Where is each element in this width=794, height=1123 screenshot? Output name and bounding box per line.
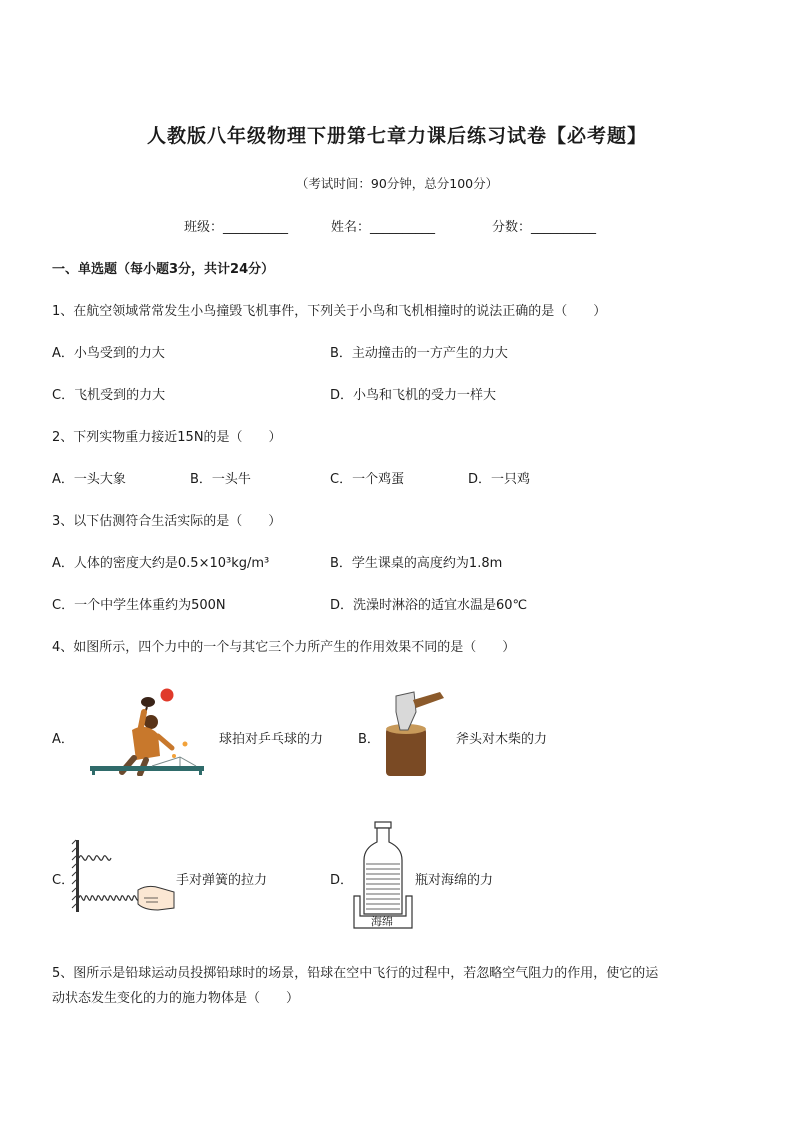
- question-3-option-a: A．人体的密度大约是0.5×10³kg/m³: [52, 556, 270, 571]
- question-4-stem: 4、如图所示，四个力中的一个与其它三个力所产生的作用效果不同的是（ ）: [52, 640, 516, 655]
- question-1-stem: 1、在航空领域常常发生小鸟撞毁飞机事件，下列关于小鸟和飞机相撞时的说法正确的是（ ）: [52, 304, 607, 319]
- name-field: 姓名：__________: [331, 220, 436, 235]
- ping-pong-table: [90, 766, 204, 771]
- question-4-option-d-letter: D．: [330, 873, 354, 888]
- question-2-option-c: C．一个鸡蛋: [330, 472, 405, 487]
- question-2-option-a: A．一头大象: [52, 472, 126, 487]
- question-5-stem-line-2: 动状态发生变化的力的施力物体是（ ）: [52, 991, 300, 1006]
- axe-head: [396, 692, 416, 730]
- spring-illustration: [70, 838, 176, 916]
- question-4-option-b-caption: 斧头对木柴的力: [456, 732, 548, 747]
- player-head: [144, 715, 158, 729]
- question-3-option-c: C．一个中学生体重约为500N: [52, 598, 226, 613]
- question-2-option-b: B．一头牛: [190, 472, 251, 487]
- question-4-option-c-caption: 手对弹簧的拉力: [176, 873, 268, 888]
- question-5-stem-line-1: 5、图所示是铅球运动员投掷铅球时的场景，铅球在空中飞行的过程中，若忽略空气阻力的作用，使它的运: [52, 966, 659, 981]
- question-3-option-b: B．学生课桌的高度约为1.8m: [330, 556, 503, 571]
- question-4-option-a-letter: A．: [52, 732, 74, 747]
- paddle: [141, 697, 155, 707]
- section-heading: 一、单选题（每小题3分，共计24分）: [52, 262, 275, 277]
- question-1-option-a: A．小鸟受到的力大: [52, 346, 165, 361]
- question-3-option-d: D．洗澡时淋浴的适宜水温是60℃: [330, 598, 528, 613]
- table-tennis-player-illustration: [88, 686, 206, 776]
- question-1-option-c: C．飞机受到的力大: [52, 388, 166, 403]
- question-2-option-d: D．一只鸡: [468, 472, 531, 487]
- score-field: 分数：__________: [492, 220, 597, 235]
- player-shirt: [132, 727, 160, 760]
- axe-and-log-illustration: [380, 690, 450, 780]
- question-1-option-d: D．小鸟和飞机的受力一样大: [330, 388, 497, 403]
- question-4-option-a-caption: 球拍对乒乓球的力: [219, 732, 324, 747]
- bottle: [364, 828, 402, 914]
- question-1-option-b: B．主动撞击的一方产生的力大: [330, 346, 508, 361]
- wall: [76, 840, 79, 912]
- page-title: 人教版八年级物理下册第七章力课后练习试卷【必考题】: [146, 125, 647, 147]
- question-4-option-d-caption: 瓶对海绵的力: [415, 873, 494, 888]
- bottle-cap: [375, 822, 391, 828]
- exam-subtitle: （考试时间：90分钟，总分100分）: [295, 176, 499, 191]
- wood-log: [386, 728, 426, 776]
- question-4-option-c-letter: C．: [52, 873, 75, 888]
- question-4-option-b-letter: B．: [358, 732, 380, 747]
- stretched-spring: [79, 896, 139, 901]
- relaxed-spring: [79, 856, 111, 861]
- class-field: 班级：__________: [184, 220, 289, 235]
- ping-pong-ball-red: [161, 689, 174, 702]
- question-2-stem: 2、下列实物重力接近15N的是（ ）: [52, 430, 282, 445]
- axe-handle: [413, 692, 444, 708]
- question-3-stem: 3、以下估测符合生活实际的是（ ）: [52, 514, 282, 529]
- sponge-label: 海绵: [371, 915, 393, 928]
